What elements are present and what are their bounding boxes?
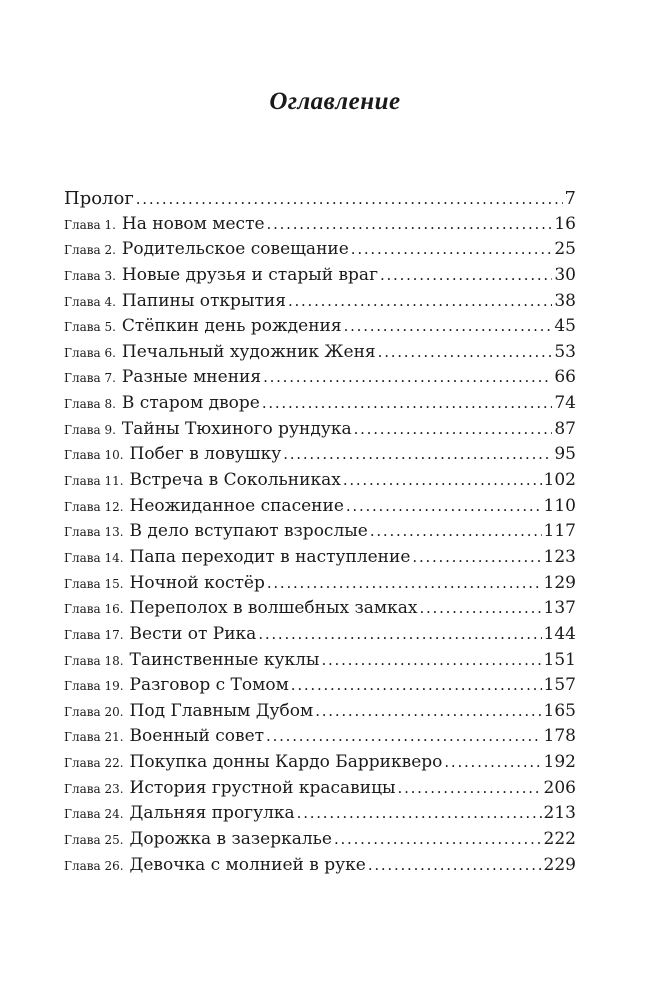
dot-leader [380, 265, 552, 285]
toc-entry [64, 367, 576, 393]
chapter-title: Неожиданное спасение [129, 495, 344, 516]
dot-leader [444, 752, 541, 772]
chapter-label: Глава 23. [64, 781, 124, 796]
dot-leader [267, 573, 542, 593]
page-number: 25 [554, 239, 576, 260]
page-number: 66 [554, 367, 576, 388]
chapter-title: Девочка с молнией в руке [129, 854, 366, 875]
chapter-label: Глава 6. [64, 345, 116, 360]
page-number: 95 [554, 444, 576, 465]
page-number: 206 [543, 777, 576, 798]
chapter-title: Пролог [64, 188, 134, 209]
page-number: 151 [543, 649, 576, 670]
toc-entry [64, 265, 576, 291]
toc-entry [64, 855, 576, 881]
toc-entry [64, 573, 576, 599]
toc-entry [64, 752, 576, 778]
page-number: 137 [543, 598, 576, 619]
page-number: 53 [554, 341, 576, 362]
toc-entry [64, 726, 576, 752]
toc-entry [64, 521, 576, 547]
dot-leader [344, 316, 553, 336]
chapter-title: Побег в ловушку [129, 444, 282, 465]
table-of-contents [64, 188, 576, 880]
chapter-title: История грустной красавицы [129, 777, 396, 798]
dot-leader [283, 444, 552, 464]
page-number: 30 [554, 264, 576, 285]
dot-leader [266, 726, 542, 746]
chapter-title: Разговор с Томом [129, 675, 289, 696]
page-number: 38 [554, 290, 576, 311]
page-number: 117 [543, 521, 576, 542]
chapter-title: Печальный художник Женя [121, 341, 376, 362]
toc-entry [64, 342, 576, 368]
chapter-title: Папины открытия [121, 290, 286, 311]
dot-leader [263, 367, 552, 387]
page-number: 178 [543, 726, 576, 747]
chapter-label: Глава 1. [64, 217, 116, 232]
chapter-title: Дальняя прогулка [129, 803, 295, 824]
dot-leader [419, 598, 541, 618]
dot-leader [267, 214, 553, 234]
chapter-title: На новом месте [121, 213, 265, 234]
toc-entry-prologue [64, 188, 576, 214]
chapter-label: Глава 9. [64, 422, 116, 437]
chapter-title: Родительское совещание [121, 239, 349, 260]
toc-entry [64, 496, 576, 522]
chapter-title: Таинственные куклы [129, 649, 320, 670]
dot-leader [297, 803, 542, 823]
chapter-title: В дело вступают взрослые [129, 521, 368, 542]
toc-entry [64, 829, 576, 855]
page-number: 213 [543, 803, 576, 824]
chapter-title: Под Главным Дубом [129, 700, 314, 721]
chapter-label: Глава 20. [64, 704, 124, 719]
page-number: 45 [554, 316, 576, 337]
dot-leader [368, 855, 542, 875]
page-number: 7 [564, 188, 576, 209]
chapter-label: Глава 12. [64, 499, 124, 514]
dot-leader [288, 291, 552, 311]
toc-entry [64, 803, 576, 829]
chapter-label: Глава 26. [64, 858, 124, 873]
chapter-title: Ночной костёр [129, 572, 265, 593]
page-number: 165 [543, 700, 576, 721]
dot-leader [343, 470, 542, 490]
dot-leader [291, 675, 542, 695]
page-number: 123 [543, 546, 576, 567]
chapter-label: Глава 18. [64, 653, 124, 668]
dot-leader [315, 701, 541, 721]
chapter-label: Глава 8. [64, 397, 116, 412]
chapter-label: Глава 3. [64, 268, 116, 283]
page-number: 157 [543, 675, 576, 696]
page-number: 102 [543, 470, 576, 491]
page-number: 222 [543, 829, 576, 850]
chapter-label: Глава 16. [64, 602, 124, 617]
chapter-label: Глава 19. [64, 679, 124, 694]
chapter-label: Глава 14. [64, 550, 124, 565]
chapter-title: Стёпкин день рождения [121, 316, 342, 337]
toc-entry [64, 444, 576, 470]
toc-entry [64, 291, 576, 317]
page-number: 129 [543, 572, 576, 593]
page-number: 16 [554, 213, 576, 234]
page-number: 87 [554, 418, 576, 439]
chapter-label: Глава 5. [64, 320, 116, 335]
toc-entry [64, 214, 576, 240]
chapter-label: Глава 10. [64, 448, 124, 463]
chapter-label: Глава 7. [64, 371, 116, 386]
toc-entry [64, 547, 576, 573]
dot-leader [370, 521, 542, 541]
chapter-label: Глава 11. [64, 474, 124, 489]
chapter-title: В старом дворе [121, 393, 260, 414]
dot-leader [334, 829, 542, 849]
toc-entry [64, 316, 576, 342]
chapter-label: Глава 21. [64, 730, 124, 745]
page-number: 144 [543, 623, 576, 644]
dot-leader [412, 547, 541, 567]
chapter-title: Вести от Рика [129, 623, 257, 644]
page-number: 229 [543, 854, 576, 875]
chapter-label: Глава 24. [64, 807, 124, 822]
dot-leader [258, 624, 541, 644]
dot-leader [346, 496, 542, 516]
toc-entry [64, 470, 576, 496]
page-title: Оглавление [269, 88, 401, 115]
dot-leader [398, 778, 542, 798]
page-number: 110 [543, 495, 576, 516]
chapter-label: Глава 17. [64, 627, 124, 642]
chapter-title: Военный совет [129, 726, 265, 747]
chapter-label: Глава 15. [64, 576, 124, 591]
chapter-label: Глава 22. [64, 756, 124, 771]
chapter-label: Глава 13. [64, 525, 124, 540]
chapter-title: Новые друзья и старый враг [121, 264, 378, 285]
dot-leader [321, 650, 541, 670]
chapter-label: Глава 25. [64, 833, 124, 848]
toc-entry [64, 778, 576, 804]
chapter-title: Переполох в волшебных замках [129, 598, 418, 619]
toc-entry [64, 624, 576, 650]
toc-entry [64, 701, 576, 727]
dot-leader [351, 239, 553, 259]
dot-leader [136, 188, 563, 209]
dot-leader [378, 342, 553, 362]
chapter-title: Разные мнения [121, 367, 262, 388]
dot-leader [354, 419, 553, 439]
chapter-title: Тайны Тюхиного рундука [121, 418, 352, 439]
toc-entry [64, 239, 576, 265]
page-number: 74 [554, 393, 576, 414]
toc-entry [64, 598, 576, 624]
toc-entry [64, 419, 576, 445]
chapter-label: Глава 4. [64, 294, 116, 309]
page-number: 192 [543, 752, 576, 773]
toc-entry [64, 393, 576, 419]
chapter-label: Глава 2. [64, 243, 116, 258]
chapter-title: Покупка донны Кардо Баррикверо [129, 752, 443, 773]
toc-entry [64, 650, 576, 676]
dot-leader [262, 393, 553, 413]
chapter-title: Папа переходит в наступление [129, 546, 411, 567]
chapter-title: Дорожка в зазеркалье [129, 829, 332, 850]
chapter-title: Встреча в Сокольниках [129, 470, 341, 491]
toc-entry [64, 675, 576, 701]
